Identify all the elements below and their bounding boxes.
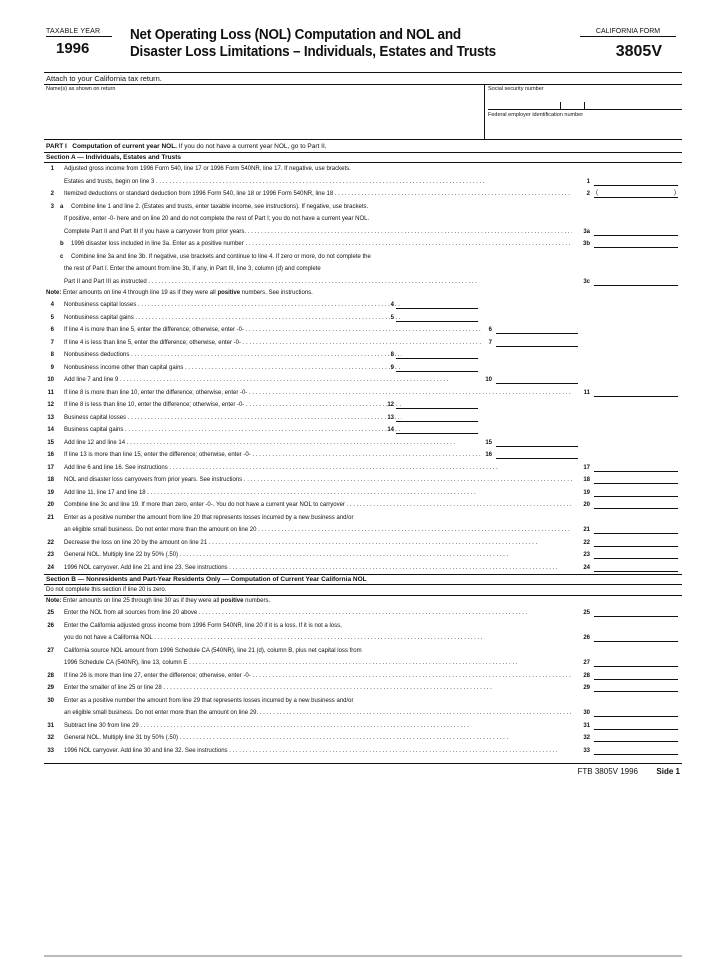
- form-line-row: [44, 163, 682, 176]
- line-entry-field[interactable]: [396, 299, 478, 309]
- part1-heading: [44, 140, 682, 152]
- line-sub-letter: b: [60, 241, 64, 247]
- line-entry-field[interactable]: [594, 562, 678, 572]
- line-description: an eligible small business. Do not enter more than the amount on line 20 . . .: [64, 524, 572, 537]
- line-number: 8: [50, 352, 54, 358]
- line-entry-label: 1: [586, 178, 590, 185]
- line-description: Subtract line 30 from line 29 . . .: [64, 720, 572, 733]
- line-entry-field[interactable]: [594, 607, 678, 617]
- form-line-row: [44, 707, 682, 720]
- line-entry-field[interactable]: [594, 524, 678, 534]
- line-number: 21: [47, 514, 54, 521]
- part1-title: Computation of current year NOL.: [72, 143, 177, 150]
- line-description: If line 8 is less than line 10, enter the difference; otherwise, enter -0- . . .: [64, 399, 402, 412]
- line-entry-label: 17: [583, 464, 590, 471]
- line-description: Add line 7 and line 9 . . .: [64, 374, 482, 387]
- form-line-row: [44, 632, 682, 645]
- line-description: Estates and trusts, begin on line 3 . . .: [64, 176, 572, 189]
- line-entry-label: 9: [390, 364, 394, 371]
- form-line-row: [44, 213, 682, 226]
- line-description: Adjusted gross income from 1996 Form 540, line 17 or 1996 Form 540NR, line 17. If negative, use brackets.: [64, 166, 351, 172]
- form-line-row: [44, 251, 682, 264]
- line-description: Nonbusiness deductions . . .: [64, 349, 402, 362]
- line-entry-field[interactable]: [594, 276, 678, 286]
- line-entry-label: 21: [583, 527, 590, 533]
- line-sub-letter: c: [60, 253, 64, 260]
- line-entry-label: 5: [390, 314, 394, 321]
- line-description: General NOL. Multiply line 22 by 50% (.50) . . .: [64, 549, 572, 562]
- line-entry-field[interactable]: [594, 462, 678, 472]
- taxpayer-info-box: [44, 84, 682, 140]
- line-entry-label: 6: [488, 327, 492, 333]
- line-entry-label: 27: [583, 660, 590, 666]
- line-description: 1996 NOL carryover. Add line 30 and line 32. See instructions . . .: [64, 745, 572, 758]
- line-number: 33: [47, 747, 54, 754]
- line-description: General NOL. Multiply line 31 by 50% (.50) . . .: [64, 732, 572, 745]
- form-title-line1: Net Operating Loss (NOL) Computation and NOL and: [130, 27, 461, 43]
- note-a-prefix: Note:: [46, 290, 62, 296]
- line-entry-field[interactable]: [594, 474, 678, 484]
- line-entry-field[interactable]: [594, 549, 678, 559]
- form-line-row: [44, 732, 682, 745]
- line-entry-field[interactable]: [594, 682, 678, 692]
- form-line-row: [44, 349, 682, 362]
- form-line-row: [44, 176, 682, 189]
- page-bottom-rule: [44, 955, 682, 957]
- form-line-row: [44, 412, 682, 425]
- note-b-text: Enter amounts on line 25 through line 30 as if they were all: [61, 598, 221, 604]
- line-entry-label: 3a: [583, 228, 590, 235]
- form-line-row: [44, 607, 682, 620]
- line-entry-field[interactable]: [594, 720, 678, 730]
- line-number: 22: [47, 539, 54, 546]
- line-description: an eligible small business. Do not enter more than the amount on line 29. . . .: [64, 707, 572, 720]
- line-entry-label: 33: [583, 747, 590, 754]
- form-line-row: [44, 437, 682, 450]
- line-entry-label: 15: [485, 439, 492, 446]
- line-description: California source NOL amount from 1996 Schedule CA (540NR), line 21 (d), column B, plus net capital loss from: [64, 647, 362, 654]
- form-line-row: [44, 238, 682, 251]
- line-entry-label: 11: [583, 389, 590, 396]
- line-entry-label: 14: [387, 427, 394, 433]
- line-entry-field[interactable]: [594, 176, 678, 186]
- form-line-row: [44, 449, 682, 462]
- line-description: 1996 Schedule CA (540NR), line 13, column E . . .: [64, 657, 572, 670]
- line-description: Business capital losses . . .: [64, 412, 402, 425]
- line-description: Add line 6 and line 16. See instructions . . .: [64, 462, 572, 475]
- line-entry-field[interactable]: [496, 449, 578, 459]
- line-entry-field[interactable]: [396, 362, 478, 372]
- form-title-line2: Disaster Loss Limitations – Individuals, Estates and Trusts: [130, 44, 496, 60]
- line-number: 13: [47, 414, 54, 421]
- form-line-row: [44, 524, 682, 537]
- line-number: 5: [50, 314, 54, 321]
- line-number: 2: [50, 191, 54, 197]
- form-line-row: [44, 324, 682, 337]
- line-description: If line 4 is less than line 5, enter the difference; otherwise, enter -0- . . .: [64, 337, 482, 350]
- line-number: 18: [47, 477, 54, 483]
- line-number: 24: [47, 564, 54, 571]
- form-line-row: [44, 695, 682, 708]
- line-description: 1996 NOL carryover. Add line 21 and line 23. See instructions . . .: [64, 562, 572, 575]
- lines-25-33: [44, 607, 682, 757]
- part1-note: If you do not have a current year NOL, go to Part II.: [176, 143, 327, 150]
- form-line-row: [44, 276, 682, 289]
- footer-form-ref: FTB 3805V 1996: [577, 767, 638, 776]
- note-b: [44, 596, 682, 607]
- line-entry-field[interactable]: [396, 312, 478, 322]
- line-entry-field[interactable]: [396, 412, 478, 422]
- line-number: 14: [47, 427, 54, 433]
- form-page: [44, 26, 682, 778]
- line-entry-label: 32: [583, 735, 590, 741]
- line-entry-field[interactable]: [496, 374, 578, 384]
- line-description: the rest of Part I. Enter the amount from line 3b, if any, in Part III, line 3, column (d) and complete: [64, 266, 321, 272]
- section-b-heading: Section B — Nonresidents and Part-Year Residents Only — Computation of Current Year California NOL: [44, 574, 682, 585]
- form-line-row: [44, 263, 682, 276]
- line-entry-field[interactable]: [594, 387, 678, 397]
- california-form-label: CALIFORNIA FORM: [580, 28, 676, 37]
- ssn-separator: [584, 102, 585, 109]
- line-entry-field[interactable]: [496, 437, 578, 447]
- form-line-row: [44, 312, 682, 325]
- form-line-row: [44, 620, 682, 633]
- name-field-label: Name(s) as shown on return: [46, 86, 116, 92]
- form-line-row: [44, 657, 682, 670]
- line-number: 23: [47, 552, 54, 558]
- line-number: 31: [47, 722, 54, 729]
- line-description: Add line 12 and line 14 . . .: [64, 437, 482, 450]
- line-number: 4: [50, 302, 54, 308]
- line-entry-label: 24: [583, 564, 590, 571]
- form-line-row: [44, 387, 682, 400]
- taxable-year-label: TAXABLE YEAR: [46, 28, 112, 37]
- line-entry-field[interactable]: [594, 226, 678, 236]
- line-entry-field[interactable]: [594, 707, 678, 717]
- line-entry-label: 30: [583, 710, 590, 716]
- form-line-row: [44, 682, 682, 695]
- footer-side: Side 1: [656, 767, 680, 776]
- form-line-row: [44, 720, 682, 733]
- form-line-row: [44, 487, 682, 500]
- line-entry-label: 16: [485, 452, 492, 458]
- form-line-row: [44, 226, 682, 239]
- line-entry-label: 3b: [582, 241, 590, 247]
- line-description: Combine line 3a and line 3b. If negative, use brackets and continue to line 4. If zero or more, do not complete the: [71, 253, 371, 260]
- form-line-row: [44, 645, 682, 658]
- line-entry-label: 23: [583, 552, 590, 558]
- line-number: 12: [47, 402, 54, 408]
- form-line-row: [44, 474, 682, 487]
- form-line-row: [44, 549, 682, 562]
- line-entry-field[interactable]: [594, 745, 678, 755]
- line-description: Combine line 3c and line 19. If more than zero, enter -0-. You do not have a current year NOL to carryover . . .: [64, 499, 572, 512]
- line-entry-field[interactable]: [594, 732, 678, 742]
- line-entry-label: 12: [387, 402, 394, 408]
- line-description: Enter the NOL from all sources from line 20 above . . .: [64, 607, 572, 620]
- line-number: 10: [47, 377, 54, 383]
- line-description: If line 13 is more than line 15, enter the difference; otherwise, enter -0- . . .: [64, 449, 482, 462]
- line-number: 32: [47, 735, 54, 741]
- line-description: Nonbusiness capital losses . . .: [64, 299, 402, 312]
- line-entry-label: 7: [488, 339, 492, 346]
- note-a-suffix: numbers. See instructions.: [240, 290, 313, 296]
- attach-instruction: Attach to your California tax return.: [46, 74, 162, 83]
- line-entry-label: 19: [583, 489, 590, 496]
- line-description: Business capital gains . . .: [64, 424, 402, 437]
- line-entry-label: 28: [583, 672, 590, 679]
- form-line-row: [44, 562, 682, 575]
- form-line-row: [44, 537, 682, 550]
- line-description: Enter the smaller of line 25 or line 28 . . .: [64, 682, 572, 695]
- line-entry-field[interactable]: [594, 537, 678, 547]
- line-entry-field[interactable]: [496, 324, 578, 334]
- form-line-row: [44, 362, 682, 375]
- line-number: 30: [47, 697, 54, 704]
- line-number: 28: [47, 672, 54, 679]
- line-entry-field[interactable]: [594, 657, 678, 667]
- form-footer: [44, 764, 682, 778]
- line-number: 6: [50, 327, 54, 333]
- line-entry-label: 22: [583, 539, 590, 546]
- line-entry-field[interactable]: [396, 399, 478, 409]
- line-description: Decrease the loss on line 20 by the amount on line 21 . . .: [64, 537, 572, 550]
- line-description: Part II and Part III as instructed . . .: [64, 276, 572, 289]
- note-b-suffix: numbers.: [243, 598, 271, 604]
- section-b-note: Do not complete this section if line 20 is zero.: [46, 587, 167, 593]
- fein-field-label: Federal employer identification number: [488, 112, 584, 118]
- line-description: Add line 11, line 17 and line 18 . . .: [64, 487, 572, 500]
- section-a-heading: Section A — Individuals, Estates and Trusts: [44, 152, 682, 163]
- line-entry-field[interactable]: [396, 349, 478, 359]
- ssn-field-line[interactable]: [488, 109, 682, 110]
- line-number: 29: [47, 685, 54, 691]
- form-line-row: [44, 188, 682, 201]
- form-title: [130, 27, 521, 61]
- line-entry-field[interactable]: [594, 670, 678, 680]
- line-number: 26: [47, 622, 54, 629]
- line-description: Complete Part II and Part III if you have a carryover from prior years. . . .: [64, 226, 572, 239]
- form-line-row: [44, 374, 682, 387]
- line-entry-label: 10: [485, 377, 492, 383]
- form-line-row: [44, 462, 682, 475]
- line-description: Itemized deductions or standard deduction from 1996 Form 540, line 18 or 1996 Form 540NR, line 18 . . .: [64, 188, 572, 201]
- note-b-prefix: Note:: [46, 598, 62, 604]
- line-entry-label: 13: [387, 414, 394, 421]
- line-description: If line 4 is more than line 5, enter the difference; otherwise, enter -0- . . .: [64, 324, 482, 337]
- line-entry-label: 20: [583, 502, 590, 508]
- note-a-bold: positive: [217, 290, 241, 296]
- line-description: Enter as a positive number the amount from line 20 that represents losses incurred by a new business and/or: [64, 514, 354, 521]
- line-entry-label: 26: [583, 635, 590, 641]
- line-number: 19: [47, 489, 54, 496]
- note-b-bold: positive: [220, 598, 244, 604]
- line-number: 11: [47, 389, 54, 396]
- note-a-text: Enter amounts on line 4 through line 19 as if they were all: [61, 290, 218, 296]
- line-description: If line 8 is more than line 10, enter the difference; otherwise, enter -0- . . .: [64, 387, 572, 400]
- line-entry-field[interactable]: [496, 337, 578, 347]
- taxable-year: 1996: [56, 40, 90, 57]
- form-number: 3805V: [615, 43, 662, 60]
- form-line-row: [44, 499, 682, 512]
- line-entry-label: 29: [583, 685, 590, 691]
- form-line-row: [44, 299, 682, 312]
- form-line-row: [44, 512, 682, 525]
- lines-4-24: [44, 299, 682, 574]
- line-entry-label: 3c: [583, 278, 590, 285]
- line-entry-label: 18: [583, 477, 590, 483]
- line-description: Combine line 1 and line 2. (Estates and trusts, enter taxable income, see instructions). If negative, use brackets.: [71, 203, 369, 210]
- form-line-row: [44, 745, 682, 758]
- field-divider: [484, 85, 485, 139]
- form-line-row: [44, 337, 682, 350]
- line-number: 27: [47, 647, 54, 654]
- form-line-row: [44, 201, 682, 214]
- line-entry-label: 31: [583, 722, 590, 729]
- form-line-row: [44, 424, 682, 437]
- line-number: 9: [50, 364, 54, 371]
- line-description: you do not have a California NOL . . .: [64, 632, 572, 645]
- line-description: Enter as a positive number the amount from line 29 that represents losses incurred by a new business and/or: [64, 697, 354, 704]
- form-header: [44, 26, 682, 72]
- line-entry-field[interactable]: [594, 632, 678, 642]
- line-entry-label: 2: [586, 191, 590, 197]
- line-sub-letter: a: [60, 203, 64, 210]
- line-description: Nonbusiness capital gains . . .: [64, 312, 402, 325]
- ssn-separator: [560, 102, 561, 109]
- line-number: 17: [47, 464, 54, 471]
- line-description: Nonbusiness income other than capital gains . . .: [64, 362, 402, 375]
- line-number: 20: [47, 502, 54, 508]
- line-description: Enter the California adjusted gross income from 1996 Form 540NR, line 20 if it is a loss. If it is not a loss,: [64, 622, 342, 629]
- line-number: 3: [50, 203, 54, 210]
- line-description: NOL and disaster loss carryovers from prior years. See instructions . . .: [64, 474, 572, 487]
- section-a-rows: [44, 163, 682, 288]
- form-line-row: [44, 670, 682, 683]
- line-number: 1: [50, 166, 54, 172]
- line-number: 7: [50, 339, 54, 346]
- line-entry-label: 25: [583, 610, 590, 616]
- line-number: 15: [47, 439, 54, 446]
- line-description: 1996 disaster loss included in line 3a. Enter as a positive number . . .: [71, 238, 572, 251]
- line-entry-field[interactable]: ( ): [596, 190, 676, 196]
- line-entry-field[interactable]: [594, 487, 678, 497]
- ssn-field-label: Social security number: [488, 86, 544, 92]
- line-entry-label: 8: [390, 352, 394, 358]
- note-a: [44, 288, 682, 299]
- line-number: 16: [47, 452, 54, 458]
- line-description: If line 26 is more than line 27, enter the difference; otherwise, enter -0- . . .: [64, 670, 572, 683]
- line-entry-label: 4: [390, 302, 394, 308]
- form-line-row: [44, 399, 682, 412]
- line-entry-field[interactable]: [396, 424, 478, 434]
- line-number: 25: [47, 610, 54, 616]
- line-entry-field[interactable]: [594, 499, 678, 509]
- part1-label: PART I: [46, 143, 67, 150]
- line-description: If positive, enter -0- here and on line 20 and do not complete the rest of Part I; you do not have a current year NOL.: [64, 216, 370, 222]
- line-entry-field[interactable]: [594, 238, 678, 248]
